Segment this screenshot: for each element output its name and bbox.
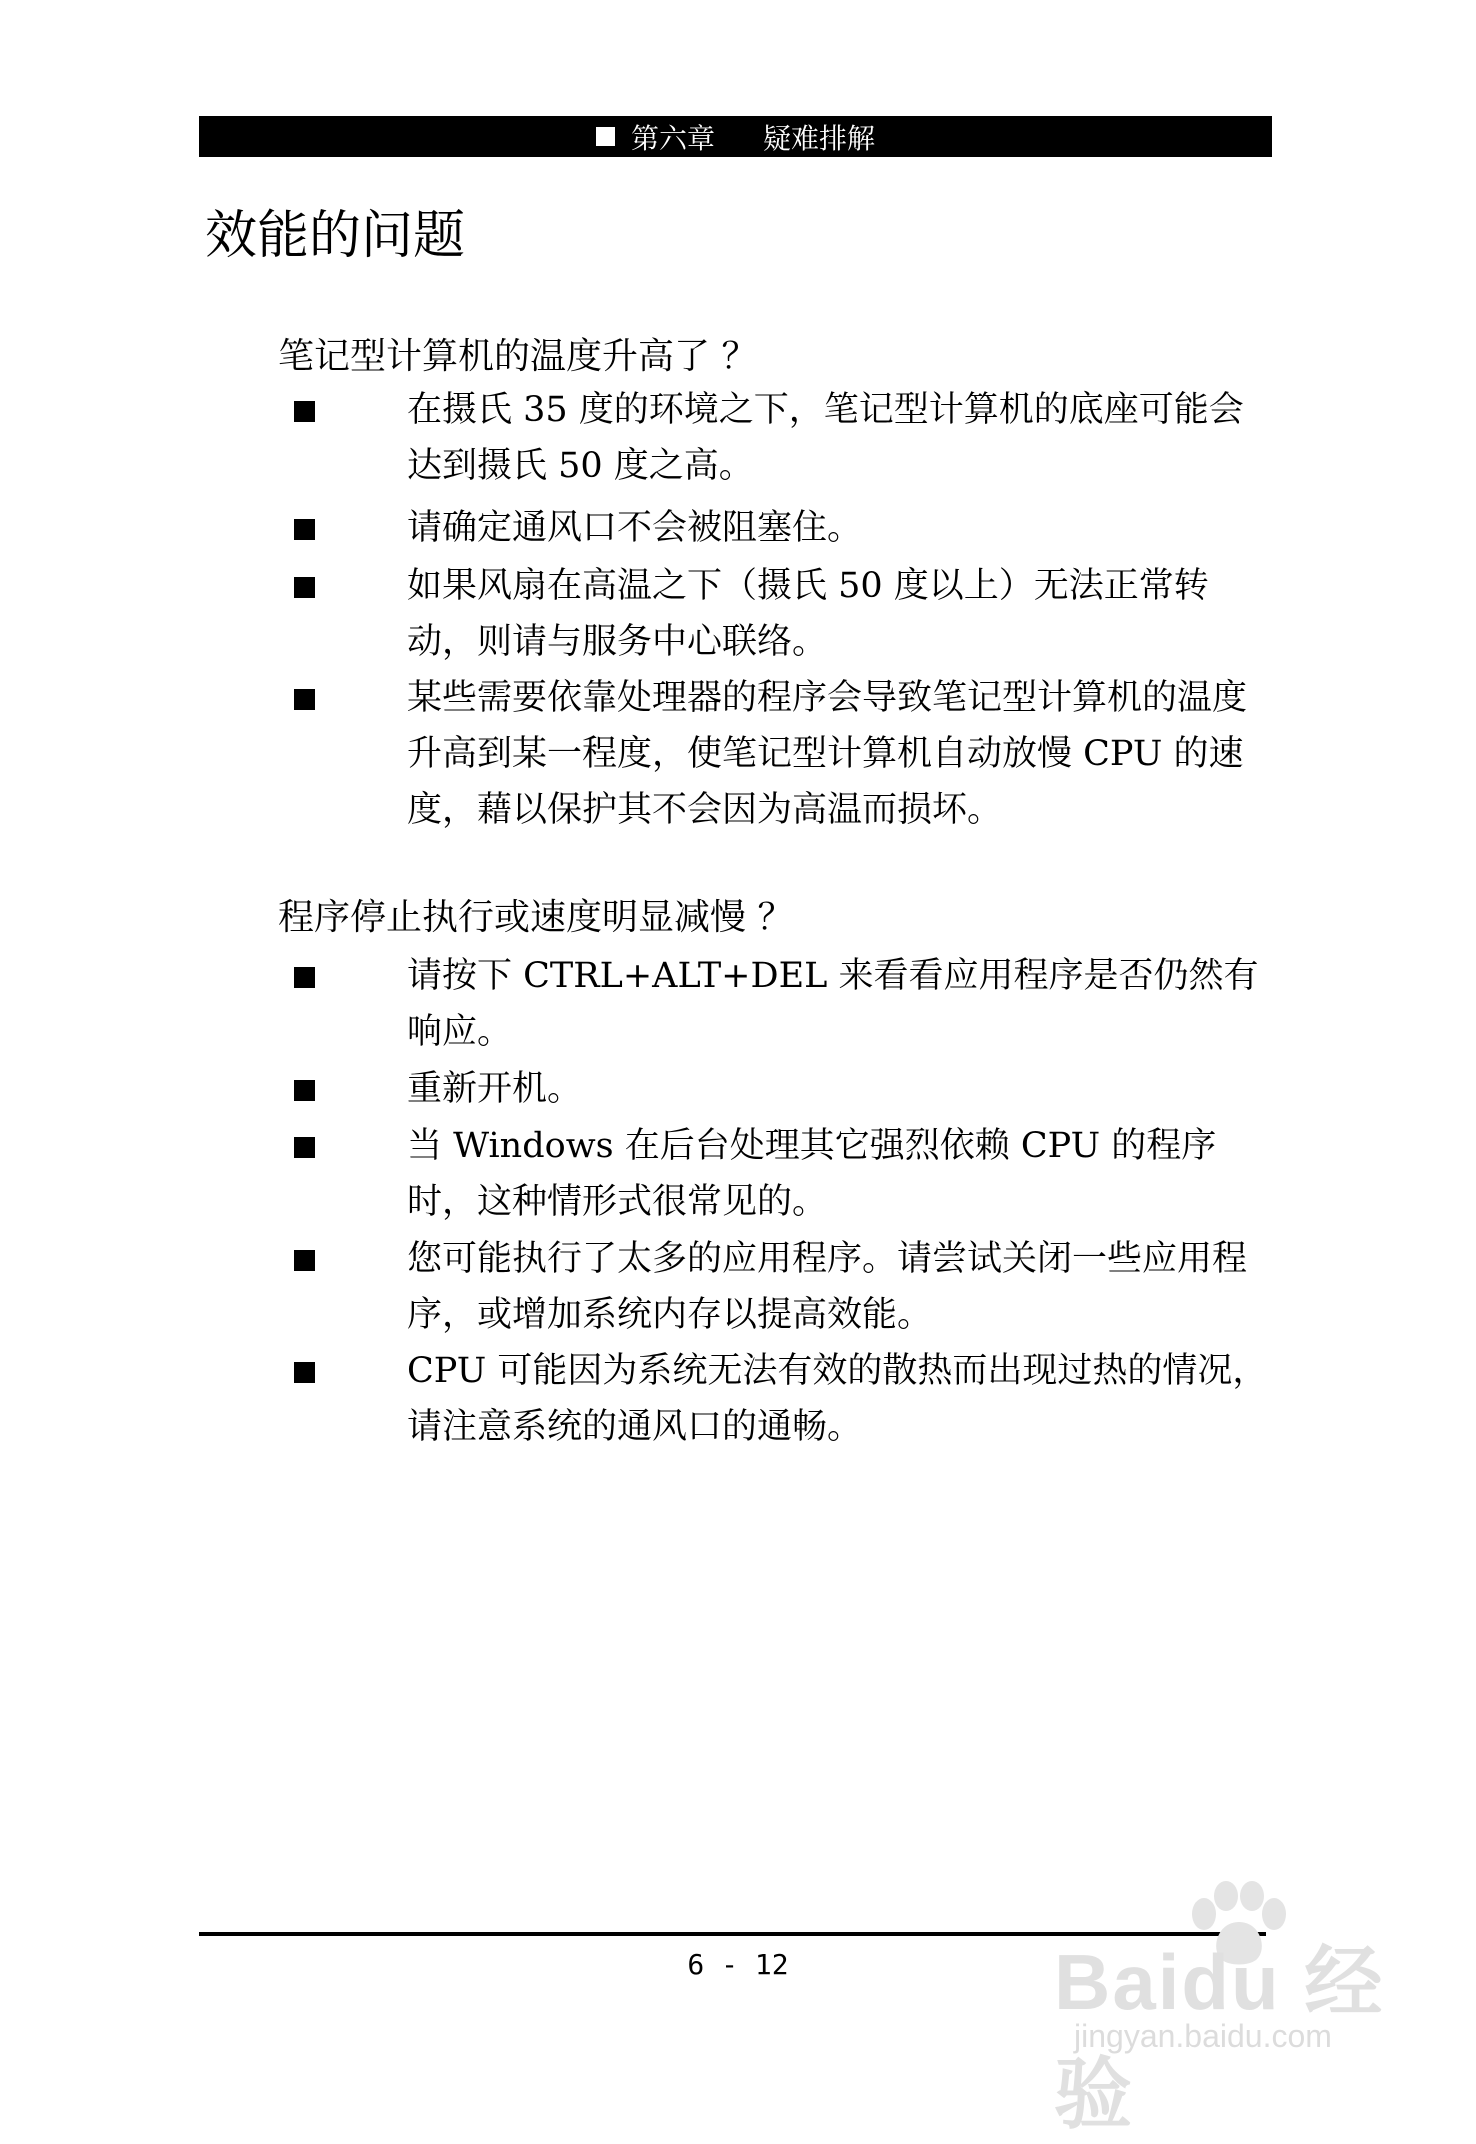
watermark-url: jingyan.baidu.com [1074, 2018, 1332, 2054]
list-item [294, 558, 1279, 670]
list-item-text: 如果风扇在高温之下（摄氏 50 度以上）无法正常转动，则请与服务中心联络。 [407, 566, 1209, 662]
list-item [294, 382, 1279, 494]
square-bullet-icon [294, 577, 315, 598]
square-bullet-icon [294, 967, 315, 988]
list-item [294, 948, 1279, 1060]
chapter-label: 第六章 [630, 121, 715, 155]
list-item-text: 在摄氏 35 度的环境之下，笔记型计算机的底座可能会达到摄氏 50 度之高。 [407, 390, 1244, 486]
list-item-text: 重新开机。 [407, 1069, 583, 1109]
list-item-text: CPU 可能因为系统无法有效的散热而出现过热的情况，请注意系统的通风口的通畅。 [407, 1351, 1268, 1447]
list-item-text: 请按下 CTRL+ALT+DEL 来看看应用程序是否仍然有响应。 [407, 956, 1259, 1052]
square-bullet-icon [294, 1080, 315, 1101]
section-title: 效能的问题 [205, 206, 466, 266]
baidu-jingyan-watermark [1054, 1880, 1394, 2138]
list-item-text: 当 Windows 在后台处理其它强烈依赖 CPU 的程序时，这种情形式很常见的。 [407, 1126, 1217, 1222]
list-item [294, 1118, 1279, 1230]
square-bullet-icon [294, 1250, 315, 1271]
list-item [294, 1061, 1279, 1117]
question-heading-2: 程序停止执行或速度明显减慢 ？ [278, 897, 794, 938]
chapter-title: 疑难排解 [763, 121, 876, 155]
list-item-text: 某些需要依靠处理器的程序会导致笔记型计算机的温度升高到某一程度，使笔记型计算机自动放慢 CPU 的速度，藉以保护其不会因为高温而损坏。 [407, 678, 1248, 830]
list-item [294, 1231, 1279, 1343]
page-number: 6 - 12 [687, 1948, 789, 1981]
question-heading-1: 笔记型计算机的温度升高了 ？ [278, 336, 758, 377]
chapter-header [199, 116, 1272, 157]
square-bullet-icon [294, 689, 315, 710]
list-item-text: 请确定通风口不会被阻塞住。 [407, 508, 863, 548]
square-bullet-icon [294, 1362, 315, 1383]
list-item-text: 您可能执行了太多的应用程序。请尝试关闭一些应用程序，或增加系统内存以提高效能。 [407, 1239, 1248, 1335]
list-item [294, 670, 1279, 838]
list-item [294, 1343, 1279, 1455]
square-bullet-icon [294, 519, 315, 540]
square-bullet-icon [596, 127, 615, 146]
square-bullet-icon [294, 401, 315, 422]
watermark-logo: Baidu 经验 [1054, 1938, 1385, 2138]
list-item [294, 500, 1279, 556]
square-bullet-icon [294, 1137, 315, 1158]
